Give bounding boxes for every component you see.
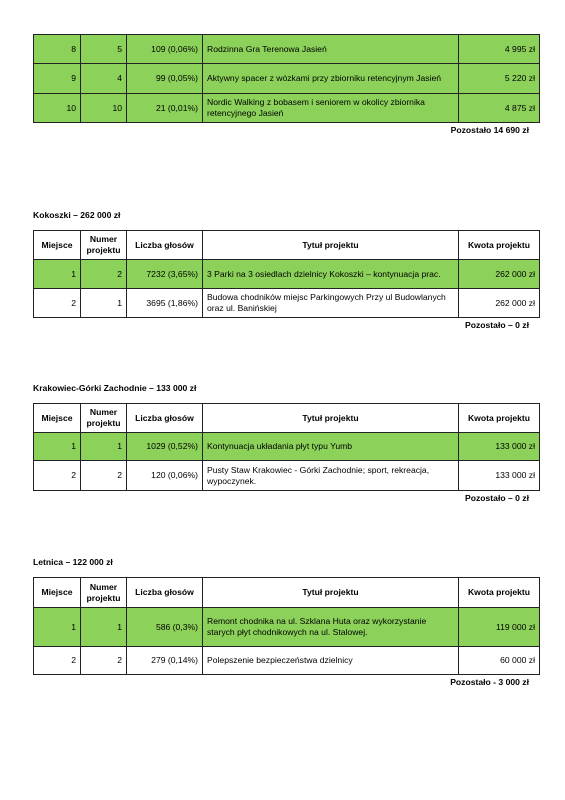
cell-glosy: 120 (0,06%): [127, 461, 203, 491]
cell-miejsce: 8: [34, 35, 81, 64]
kokoszki-table: [33, 230, 540, 318]
col-header-miejsce: Miejsce: [34, 231, 81, 260]
cell-numer: 2: [81, 461, 127, 491]
cell-kwota: 119 000 zł: [459, 608, 540, 647]
col-header-glosy: Liczba głosów: [127, 231, 203, 260]
table-row: [34, 433, 540, 461]
remaining-amount: Pozostało - 3 000 zł: [450, 677, 529, 687]
cell-kwota: 133 000 zł: [459, 461, 540, 491]
cell-kwota: 5 220 zł: [459, 64, 540, 94]
cell-miejsce: 2: [34, 289, 81, 318]
cell-kwota: 262 000 zł: [459, 289, 540, 318]
cell-numer: 4: [81, 64, 127, 94]
cell-kwota: 60 000 zł: [459, 647, 540, 675]
cell-tytul: 3 Parki na 3 osiedlach dzielnicy Kokoszki – kontynuacja prac.: [203, 260, 459, 289]
col-header-numer: Numer projektu: [81, 404, 127, 433]
cell-miejsce: 2: [34, 461, 81, 491]
remaining-amount: Pozostało – 0 zł: [465, 493, 529, 503]
cell-glosy: 279 (0,14%): [127, 647, 203, 675]
cell-tytul: Nordic Walking z bobasem i seniorem w okolicy zbiornika retencyjnego Jasień: [203, 94, 459, 123]
col-header-glosy: Liczba głosów: [127, 578, 203, 608]
cell-tytul: Aktywny spacer z wózkami przy zbiorniku retencyjnym Jasień: [203, 64, 459, 94]
jasien-table: [33, 34, 540, 123]
table-header-row: [34, 231, 540, 260]
cell-glosy: 586 (0,3%): [127, 608, 203, 647]
table-row: [34, 289, 540, 318]
cell-tytul: Remont chodnika na ul. Szklana Huta oraz wykorzystanie starych płyt chodnikowych na ul. Stalowej.: [203, 608, 459, 647]
cell-tytul: Rodzinna Gra Terenowa Jasień: [203, 35, 459, 64]
table-header-row: [34, 404, 540, 433]
col-header-kwota: Kwota projektu: [459, 578, 540, 608]
cell-miejsce: 1: [34, 433, 81, 461]
table-header-row: [34, 578, 540, 608]
col-header-miejsce: Miejsce: [34, 404, 81, 433]
cell-miejsce: 10: [34, 94, 81, 123]
cell-numer: 1: [81, 608, 127, 647]
section-title-kokoszki: Kokoszki – 262 000 zł: [33, 210, 121, 220]
table-row: [34, 260, 540, 289]
cell-tytul: Pusty Staw Krakowiec - Górki Zachodnie; sport, rekreacja, wypoczynek.: [203, 461, 459, 491]
table-row: [34, 64, 540, 94]
remaining-amount: Pozostało 14 690 zł: [450, 125, 529, 135]
section-title-krakowiec: Krakowiec-Górki Zachodnie – 133 000 zł: [33, 383, 197, 393]
cell-numer: 1: [81, 433, 127, 461]
krakowiec-table: [33, 403, 540, 491]
col-header-tytul: Tytuł projektu: [203, 404, 459, 433]
cell-miejsce: 1: [34, 260, 81, 289]
table-row: [34, 35, 540, 64]
section-title-letnica: Letnica – 122 000 zł: [33, 557, 113, 567]
cell-numer: 2: [81, 260, 127, 289]
cell-tytul: Kontynuacja układania płyt typu Yumb: [203, 433, 459, 461]
cell-glosy: 21 (0,01%): [127, 94, 203, 123]
remaining-amount: Pozostało – 0 zł: [465, 320, 529, 330]
cell-numer: 1: [81, 289, 127, 318]
col-header-tytul: Tytuł projektu: [203, 231, 459, 260]
cell-numer: 10: [81, 94, 127, 123]
table-row: [34, 647, 540, 675]
cell-glosy: 109 (0,06%): [127, 35, 203, 64]
cell-kwota: 133 000 zł: [459, 433, 540, 461]
col-header-miejsce: Miejsce: [34, 578, 81, 608]
cell-kwota: 262 000 zł: [459, 260, 540, 289]
cell-miejsce: 1: [34, 608, 81, 647]
cell-kwota: 4 875 zł: [459, 94, 540, 123]
table-row: [34, 608, 540, 647]
cell-kwota: 4 995 zł: [459, 35, 540, 64]
cell-glosy: 3695 (1,86%): [127, 289, 203, 318]
cell-glosy: 1029 (0,52%): [127, 433, 203, 461]
table-row: [34, 461, 540, 491]
col-header-numer: Numer projektu: [81, 578, 127, 608]
col-header-numer: Numer projektu: [81, 231, 127, 260]
col-header-kwota: Kwota projektu: [459, 231, 540, 260]
cell-miejsce: 9: [34, 64, 81, 94]
table-row: [34, 94, 540, 123]
letnica-table: [33, 577, 540, 675]
cell-tytul: Polepszenie bezpieczeństwa dzielnicy: [203, 647, 459, 675]
cell-numer: 2: [81, 647, 127, 675]
cell-glosy: 7232 (3,65%): [127, 260, 203, 289]
cell-glosy: 99 (0,05%): [127, 64, 203, 94]
cell-numer: 5: [81, 35, 127, 64]
col-header-tytul: Tytuł projektu: [203, 578, 459, 608]
col-header-kwota: Kwota projektu: [459, 404, 540, 433]
col-header-glosy: Liczba głosów: [127, 404, 203, 433]
cell-miejsce: 2: [34, 647, 81, 675]
cell-tytul: Budowa chodników miejsc Parkingowych Przy ul Budowlanych oraz ul. Banińskiej: [203, 289, 459, 318]
